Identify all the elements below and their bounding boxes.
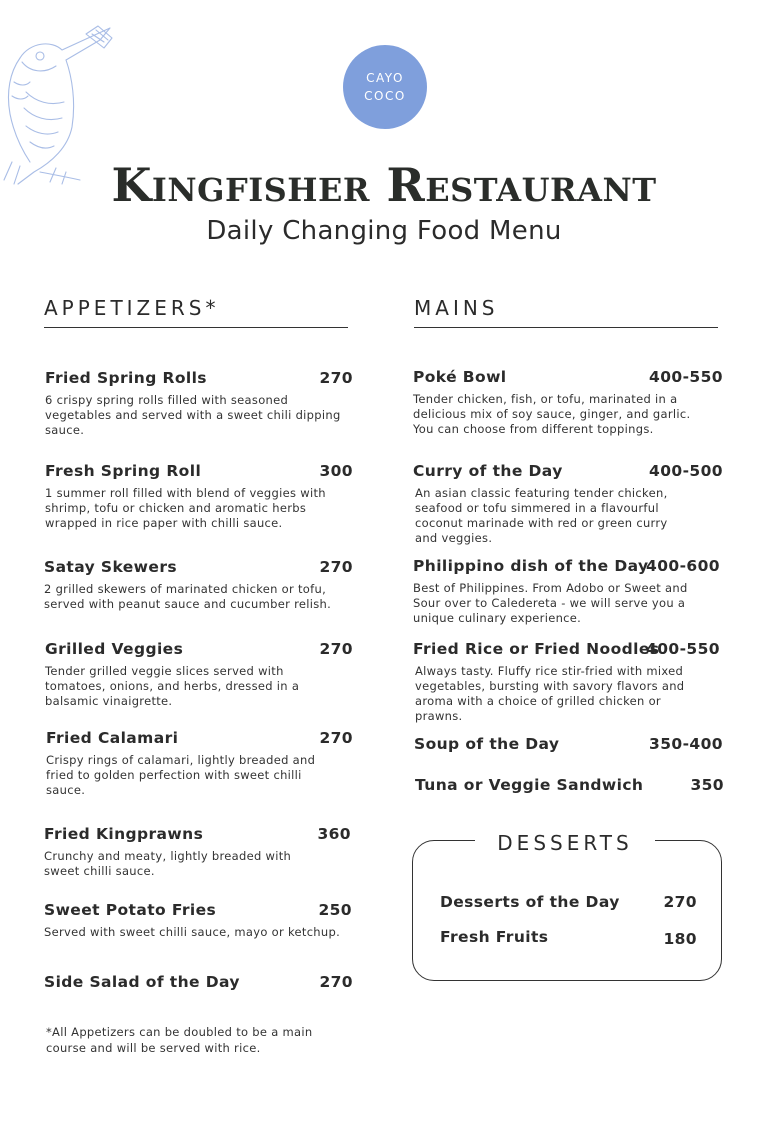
logo-line-2: COCO	[364, 89, 406, 103]
logo-line-1: CAYO	[366, 71, 404, 85]
item-name: Tuna or Veggie Sandwich	[415, 776, 644, 794]
item-name: Fried Calamari	[46, 729, 179, 747]
item-price: 270	[319, 973, 353, 991]
item-name: Fresh Fruits	[440, 928, 549, 946]
item-description: An asian classic featuring tender chicken, seafood or tofu simmered in a flavourful coconut marinade with red or green curry and veggies.	[415, 486, 668, 545]
item-price: 350-400	[649, 735, 723, 753]
item-price: 250	[318, 901, 352, 919]
item-price: 400-550	[646, 640, 720, 658]
item-description: Tender grilled veggie slices served with tomatoes, onions, and herbs, dressed in a balsamic vinaigrette.	[45, 664, 300, 708]
item-description: Served with sweet chilli sauce, mayo or ketchup.	[44, 925, 341, 939]
item-price: 270	[663, 893, 697, 911]
item-name: Philippino dish of the Day	[413, 557, 649, 575]
item-description: 1 summer roll filled with blend of veggies with shrimp, tofu or chicken and aromatic herbs wrapped in rice paper with chilli sauce.	[45, 486, 326, 530]
restaurant-title: Kingfisher Restaurant	[111, 158, 657, 212]
item-description: Crispy rings of calamari, lightly breaded and fried to golden perfection with sweet chilli sauce.	[46, 753, 316, 797]
item-name: Curry of the Day	[413, 462, 563, 480]
item-name: Poké Bowl	[413, 368, 507, 386]
menu-subtitle: Daily Changing Food Menu	[206, 216, 562, 246]
item-name: Satay Skewers	[44, 558, 177, 576]
appetizers-footnote: *All Appetizers can be doubled to be a main course and will be served with rice.	[46, 1025, 313, 1055]
item-price: 360	[317, 825, 351, 843]
item-price: 270	[319, 369, 353, 387]
item-name: Fresh Spring Roll	[45, 462, 202, 480]
item-description: 6 crispy spring rolls filled with seasoned vegetables and served with a sweet chili dipping sauce.	[45, 393, 341, 437]
item-price: 400-600	[646, 557, 720, 575]
cayo-coco-logo	[343, 45, 427, 129]
item-price: 400-550	[649, 368, 723, 386]
item-name: Sweet Potato Fries	[44, 901, 217, 919]
mains-divider	[414, 327, 718, 328]
item-name: Fried Spring Rolls	[45, 369, 207, 387]
item-price: 350	[690, 776, 724, 794]
item-name: Fried Rice or Fried Noodles	[413, 640, 660, 658]
item-description: Best of Philippines. From Adobo or Sweet and Sour over to Caledereta - we will serve you a unique culinary experience.	[413, 581, 688, 625]
item-description: Always tasty. Fluffy rice stir-fried with mixed vegetables, bursting with savory flavors and aroma with a choice of grilled chicken or prawns.	[415, 664, 685, 723]
mains-heading: MAINS	[414, 296, 499, 320]
item-price: 270	[319, 558, 353, 576]
item-name: Side Salad of the Day	[44, 973, 240, 991]
item-name: Grilled Veggies	[45, 640, 184, 658]
item-price: 180	[663, 930, 697, 948]
item-price: 270	[319, 640, 353, 658]
item-description: Crunchy and meaty, lightly breaded with sweet chilli sauce.	[44, 849, 292, 878]
item-price: 270	[319, 729, 353, 747]
item-name: Fried Kingprawns	[44, 825, 204, 843]
appetizers-heading: APPETIZERS*	[44, 296, 220, 320]
desserts-heading: DESSERTS	[475, 831, 655, 855]
item-price: 400-500	[649, 462, 723, 480]
item-price: 300	[319, 462, 353, 480]
item-name: Soup of the Day	[414, 735, 560, 753]
item-description: Tender chicken, fish, or tofu, marinated in a delicious mix of soy sauce, ginger, and garlic. You can choose from different toppings.	[413, 392, 691, 436]
item-name: Desserts of the Day	[440, 893, 620, 911]
item-description: 2 grilled skewers of marinated chicken or tofu, served with peanut sauce and cucumber relish.	[44, 582, 332, 611]
appetizers-divider	[44, 327, 348, 328]
